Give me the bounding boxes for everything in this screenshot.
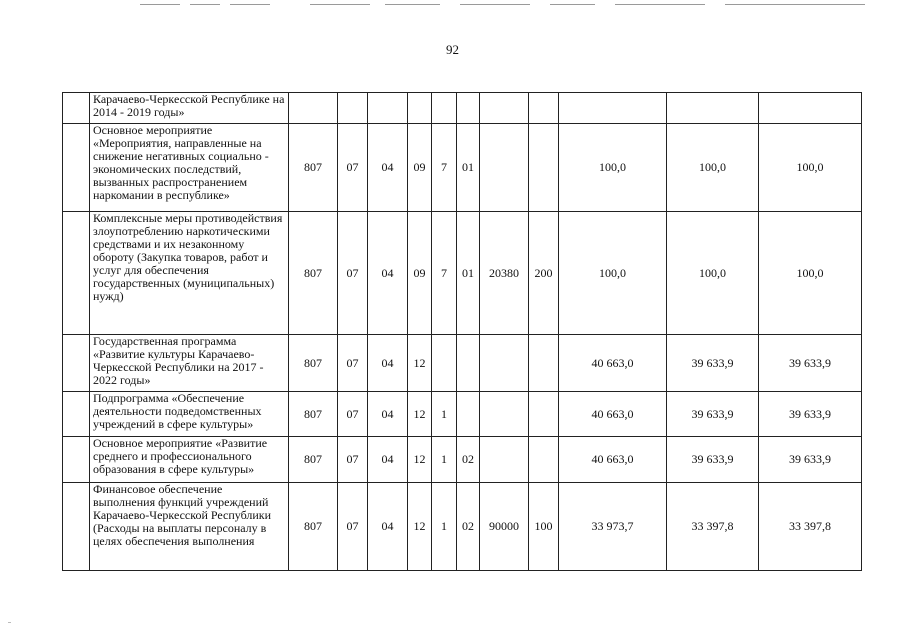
code-ved: 807 [289, 483, 338, 571]
row-description: Карачаево-Черкесской Республике на 2014 - 2019 годы» [90, 93, 289, 124]
row-description: Финансовое обеспечение выполнения функций учреждений Карачаево-Черкесской Республики (Расходы на выплаты персоналу в целях обеспечения выполнения [90, 483, 289, 571]
amount-year-2 [667, 93, 759, 124]
code-podrazdel: 04 [368, 392, 408, 437]
code-podrazdel: 04 [368, 212, 408, 335]
amount-year-3: 100,0 [759, 212, 862, 335]
code-ved: 807 [289, 392, 338, 437]
scan-dash [550, 4, 595, 5]
code-expense-type [529, 335, 559, 392]
amount-year-2: 33 397,8 [667, 483, 759, 571]
code-subprogram: 7 [432, 124, 457, 212]
table-row [63, 212, 862, 335]
row-index-cell [63, 392, 90, 437]
amount-year-1: 100,0 [559, 124, 667, 212]
table-row [63, 483, 862, 571]
code-ved: 807 [289, 437, 338, 483]
code-ved: 807 [289, 124, 338, 212]
code-razdel: 07 [338, 335, 368, 392]
code-direction [480, 93, 529, 124]
page-number: 92 [446, 42, 459, 57]
code-razdel: 07 [338, 437, 368, 483]
code-program: 12 [408, 335, 432, 392]
amount-year-1: 40 663,0 [559, 392, 667, 437]
code-main-event [457, 93, 480, 124]
code-subprogram [432, 93, 457, 124]
table-row [63, 93, 862, 124]
code-expense-type [529, 93, 559, 124]
amount-year-2: 39 633,9 [667, 335, 759, 392]
amount-year-2: 39 633,9 [667, 392, 759, 437]
table-row [63, 335, 862, 392]
code-main-event [457, 392, 480, 437]
code-podrazdel: 04 [368, 483, 408, 571]
row-index-cell [63, 483, 90, 571]
budget-table [62, 92, 862, 571]
code-direction [480, 124, 529, 212]
code-direction: 20380 [480, 212, 529, 335]
amount-year-2: 39 633,9 [667, 437, 759, 483]
scan-dash [615, 4, 705, 5]
scan-speck [8, 622, 11, 623]
table-row [63, 124, 862, 212]
code-razdel: 07 [338, 392, 368, 437]
code-expense-type [529, 437, 559, 483]
code-subprogram: 1 [432, 437, 457, 483]
code-podrazdel: 04 [368, 437, 408, 483]
row-description: Основное мероприятие «Развитие среднего и профессионального образования в сфере культуры» [90, 437, 289, 483]
amount-year-3: 33 397,8 [759, 483, 862, 571]
code-program: 12 [408, 437, 432, 483]
code-main-event: 02 [457, 483, 480, 571]
amount-year-2: 100,0 [667, 124, 759, 212]
amount-year-1: 40 663,0 [559, 437, 667, 483]
scan-dash [385, 4, 440, 5]
code-ved: 807 [289, 335, 338, 392]
code-direction: 90000 [480, 483, 529, 571]
code-program: 09 [408, 212, 432, 335]
code-direction [480, 392, 529, 437]
code-program [408, 93, 432, 124]
code-podrazdel: 04 [368, 335, 408, 392]
scan-dash [190, 4, 220, 5]
row-index-cell [63, 335, 90, 392]
amount-year-1 [559, 93, 667, 124]
amount-year-3 [759, 93, 862, 124]
code-program: 12 [408, 392, 432, 437]
amount-year-3: 39 633,9 [759, 335, 862, 392]
amount-year-1: 100,0 [559, 212, 667, 335]
scan-edge-marks [0, 0, 905, 14]
code-main-event [457, 335, 480, 392]
row-description: Основное мероприятие «Мероприятия, направленные на снижение негативных социально - экономических последствий, вызванных распространением наркомании в республике» [90, 124, 289, 212]
amount-year-2: 100,0 [667, 212, 759, 335]
code-razdel: 07 [338, 124, 368, 212]
code-direction [480, 335, 529, 392]
code-ved: 807 [289, 212, 338, 335]
table-row [63, 392, 862, 437]
code-subprogram: 1 [432, 392, 457, 437]
code-subprogram: 1 [432, 483, 457, 571]
row-index-cell [63, 124, 90, 212]
code-razdel: 07 [338, 212, 368, 335]
code-main-event: 02 [457, 437, 480, 483]
amount-year-3: 39 633,9 [759, 437, 862, 483]
code-main-event: 01 [457, 212, 480, 335]
code-subprogram: 7 [432, 212, 457, 335]
scan-dash [230, 4, 270, 5]
amount-year-3: 39 633,9 [759, 392, 862, 437]
code-razdel: 07 [338, 483, 368, 571]
amount-year-1: 33 973,7 [559, 483, 667, 571]
scan-dash [140, 4, 180, 5]
code-ved [289, 93, 338, 124]
code-expense-type: 200 [529, 212, 559, 335]
code-expense-type [529, 392, 559, 437]
amount-year-1: 40 663,0 [559, 335, 667, 392]
scan-dash [310, 4, 370, 5]
row-description: Подпрограмма «Обеспечение деятельности подведомственных учреждений в сфере культуры» [90, 392, 289, 437]
code-subprogram [432, 335, 457, 392]
code-direction [480, 437, 529, 483]
row-index-cell [63, 93, 90, 124]
code-main-event: 01 [457, 124, 480, 212]
row-description: Государственная программа «Развитие культуры Карачаево-Черкесской Республики на 2017 - 2022 годы» [90, 335, 289, 392]
row-description: Комплексные меры противодействия злоупотреблению наркотическими средствами и их незаконному обороту (Закупка товаров, работ и услуг для обеспечения государственных (муниципальных) нужд) [90, 212, 289, 335]
code-program: 09 [408, 124, 432, 212]
row-index-cell [63, 212, 90, 335]
table-row [63, 437, 862, 483]
code-razdel [338, 93, 368, 124]
code-program: 12 [408, 483, 432, 571]
code-podrazdel: 04 [368, 124, 408, 212]
scan-dash [460, 4, 530, 5]
code-podrazdel [368, 93, 408, 124]
amount-year-3: 100,0 [759, 124, 862, 212]
code-expense-type [529, 124, 559, 212]
row-index-cell [63, 437, 90, 483]
code-expense-type: 100 [529, 483, 559, 571]
scan-dash [725, 4, 865, 5]
